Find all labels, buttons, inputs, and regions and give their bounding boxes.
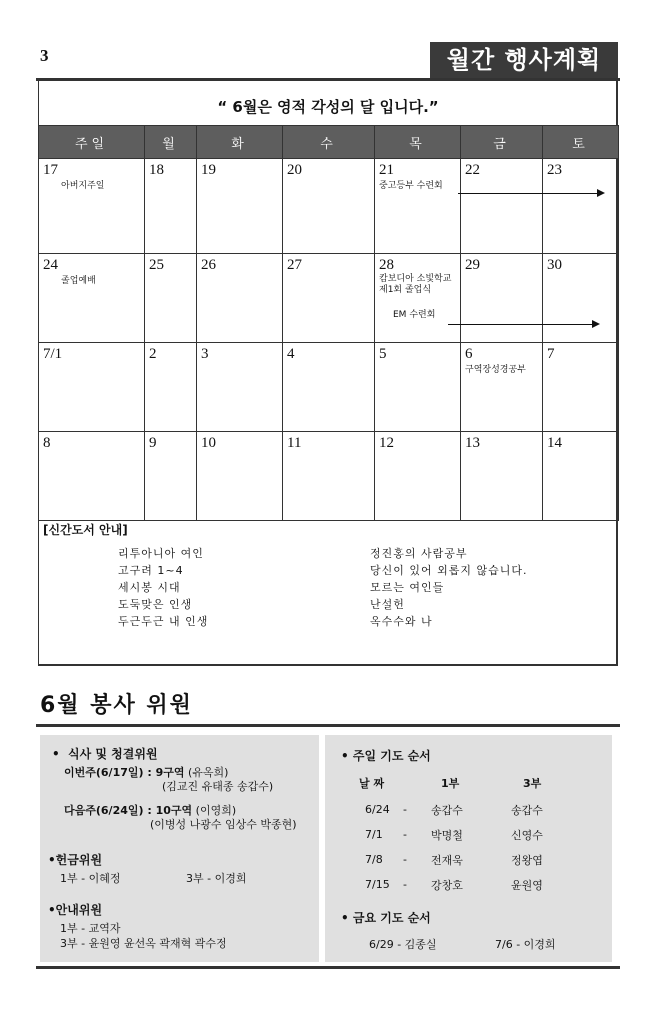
day-number: 7/1 [43,346,63,362]
calendar-cell [375,343,461,432]
weekday-header: 금 [461,126,543,159]
day-number: 4 [287,346,295,362]
calendar-cell [39,159,145,254]
day-number: 30 [547,257,562,273]
book-title: 난설헌 [370,598,405,611]
day-number: 28 [379,257,394,273]
day-number: 20 [287,162,302,178]
calendar-cell [145,254,197,343]
book-title: 옥수수와 나 [370,615,433,628]
day-number: 21 [379,162,394,178]
book-title: 도둑맞은 인생 [118,598,193,611]
day-number: 6 [465,346,473,362]
calendar-cell [145,159,197,254]
calendar-cell [375,254,461,343]
meal-heading: • 식사 및 청결위원 [52,747,158,761]
day-number: 26 [201,257,216,273]
event-em-retreat: EM 수련회 [393,310,436,320]
day-number: 18 [149,162,164,178]
calendar-cell [145,432,197,521]
meal-this-week: 이번주(6/17일) : 9구역 (유옥희) [64,766,229,779]
table-row: 7/15 - 강창호 윤원영 [365,878,543,892]
calendar-cell [283,343,375,432]
sunday-prayer-heading: • 주일 기도 순서 [341,749,431,763]
offering-first: 1부 - 이혜정 [60,872,121,885]
calendar-cell [39,254,145,343]
monthly-motto: “ 6월은 영적 각성의 달 입니다.” [217,98,439,116]
day-number: 10 [201,435,216,451]
usher-heading: •안내위원 [48,903,103,917]
sunday-prayer-col-date: 날 짜 [359,777,385,790]
friday-prayer-heading: • 금요 기도 순서 [341,911,431,925]
offering-heading: •헌금위원 [48,853,103,867]
arrow-right-icon [458,193,603,194]
calendar-cell [197,432,283,521]
day-number: 27 [287,257,302,273]
page-title: 월간 행사계획 [430,42,618,78]
calendar-cell [145,343,197,432]
meal-next-week: 다음주(6/24일) : 10구역 (이영희) [64,804,237,817]
day-number: 25 [149,257,164,273]
day-number: 12 [379,435,394,451]
calendar-cell [39,343,145,432]
book-title: 두근두근 내 인생 [118,615,209,628]
service-left-panel [40,735,319,962]
calendar-cell [39,432,145,521]
calendar-cell [461,343,543,432]
table-row: 7/8 - 전재욱 정왕엽 [365,853,543,867]
event-cambodia-graduation: 캄보디아 소빛학교 제1회 졸업식 [379,274,452,295]
day-number: 24 [43,257,58,273]
books-title: [신간도서 안내] [43,523,128,537]
day-number: 3 [201,346,209,362]
book-title: 고구려 1~4 [118,564,184,577]
usher-first: 1부 - 교역자 [60,922,121,935]
calendar-cell [197,254,283,343]
book-title: 리투아니아 여인 [118,547,204,560]
calendar-table [38,125,619,521]
books-right-list [370,545,528,630]
day-number: 9 [149,435,157,451]
day-number: 23 [547,162,562,178]
day-number: 5 [379,346,387,362]
day-number: 22 [465,162,480,178]
book-title: 정진홍의 사람공부 [370,547,468,560]
calendar-cell [543,159,619,254]
sunday-prayer-col-third: 3부 [523,777,542,790]
calendar-cell [283,432,375,521]
calendar-cell [543,343,619,432]
calendar-cell [375,159,461,254]
page-number: 3 [40,46,49,65]
calendar-cell [461,159,543,254]
calendar-cell [461,432,543,521]
usher-third: 3부 - 윤원영 윤선옥 곽재혁 곽수정 [60,937,227,950]
calendar-cell [197,159,283,254]
calendar-cell [543,254,619,343]
table-row: 7/1 - 박명철 신영수 [365,828,543,842]
meal-this-week-members: (김교진 유태종 송갑수) [162,780,274,793]
service-rule [36,724,620,727]
book-title: 세시봉 시대 [118,581,181,594]
day-number: 11 [287,435,302,451]
service-right-panel [325,735,612,962]
day-number: 7 [547,346,555,362]
table-row: 6/24 - 송갑수 송갑수 [365,803,543,817]
meal-next-week-members: (이병성 나광수 임상수 박종현) [150,818,297,831]
footer-rule [36,966,620,969]
calendar-cell [543,432,619,521]
day-number: 29 [465,257,480,273]
sunday-prayer-table [365,797,571,897]
day-number: 19 [201,162,216,178]
books-left-list [118,545,208,630]
weekday-header: 목 [375,126,461,159]
event-fathers-day: 아버지주일 [61,181,105,191]
calendar-cell [283,159,375,254]
day-number: 14 [547,435,562,451]
day-number: 13 [465,435,480,451]
day-number: 17 [43,162,58,178]
weekday-header: 화 [197,126,283,159]
day-number: 2 [149,346,157,362]
event-graduation: 졸업예배 [61,276,96,286]
arrow-right-icon [448,324,598,325]
day-number: 8 [43,435,51,451]
weekday-header: 월 [145,126,197,159]
calendar-cell [197,343,283,432]
friday-prayer-entry: 6/29 - 김종실 [369,938,437,951]
book-title: 당신이 있어 외롭지 않습니다. [370,564,528,577]
friday-prayer-entry: 7/6 - 이경희 [495,938,556,951]
weekday-header: 주일 [39,126,145,159]
service-title: 6월 봉사 위원 [40,693,193,718]
weekday-header: 수 [283,126,375,159]
sunday-prayer-col-first: 1부 [441,777,460,790]
calendar-cell [375,432,461,521]
book-title: 모르는 여인들 [370,581,445,594]
calendar-cell [283,254,375,343]
event-youth-retreat: 중고등부 수련회 [379,181,443,191]
event-district-study: 구역장성경공부 [465,365,526,375]
weekday-header: 토 [543,126,619,159]
offering-third: 3부 - 이경희 [186,872,247,885]
calendar-cell [461,254,543,343]
